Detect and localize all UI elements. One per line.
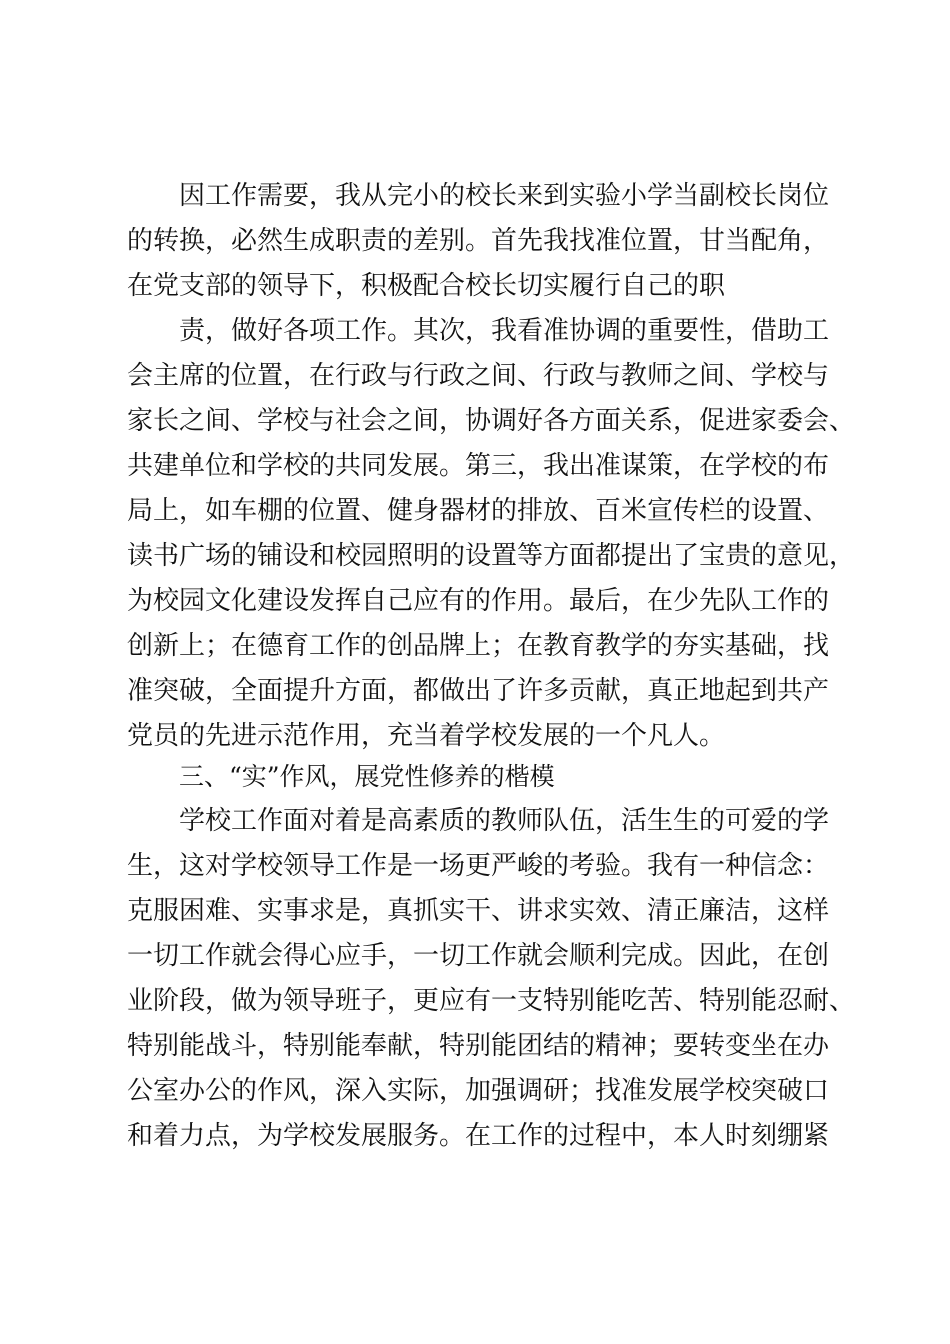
text-line: 生，这对学校领导工作是一场更严峻的考验。我有一种信念： (127, 851, 830, 881)
section-heading: 三、“实”作风，展党性修养的楷模 (179, 762, 555, 791)
text-line: 为校园文化建设发挥自己应有的作用。最后，在少先队工作的 (127, 586, 830, 616)
text-line: 公室办公的作风，深入实际，加强调研；找准发展学校突破口 (127, 1076, 830, 1106)
text-line: 创新上；在德育工作的创品牌上；在教育教学的夯实基础，找 (127, 631, 830, 661)
text-line: 因工作需要，我从完小的校长来到实验小学当副校长岗位 (179, 181, 830, 211)
text-line: 责，做好各项工作。其次，我看准协调的重要性，借助工 (179, 316, 830, 346)
text-line: 共建单位和学校的共同发展。第三，我出准谋策，在学校的布 (127, 451, 830, 481)
text-line: 特别能战斗，特别能奉献，特别能团结的精神；要转变坐在办 (127, 1031, 830, 1061)
paragraph-block-2 (127, 309, 856, 759)
text-line: 会主席的位置，在行政与行政之间、行政与教师之间、学校与 (127, 361, 830, 391)
text-line: 业阶段，做为领导班子，更应有一支特别能吃苦、特别能忍耐、 (127, 986, 856, 1016)
text-line: 局上，如车棚的位置、健身器材的排放、百米宣传栏的设置、 (127, 496, 830, 526)
text-line: 家长之间、学校与社会之间，协调好各方面关系，促进家委会、 (127, 406, 856, 436)
text-line: 读书广场的铺设和校园照明的设置等方面都提出了宝贵的意见， (127, 541, 856, 571)
text-line: 和着力点，为学校发展服务。在工作的过程中，本人时刻绷紧 (127, 1121, 830, 1151)
text-line: 的转换，必然生成职责的差别。首先我找准位置，甘当配角， (127, 226, 830, 256)
text-line: 学校工作面对着是高素质的教师队伍，活生生的可爱的学 (179, 806, 830, 836)
text-line: 一切工作就会得心应手，一切工作就会顺利完成。因此，在创 (127, 941, 830, 971)
paragraph-block-1 (127, 174, 847, 309)
section-heading-block (127, 754, 847, 799)
text-line: 准突破，全面提升方面，都做出了许多贡献，真正地起到共产 (127, 676, 830, 706)
paragraph-block-3 (127, 799, 856, 1159)
text-line: 在党支部的领导下，积极配合校长切实履行自己的职 (127, 271, 726, 301)
text-line: 克服困难、实事求是，真抓实干、讲求实效、清正廉洁，这样 (127, 896, 830, 926)
text-line: 党员的先进示范作用，充当着学校发展的一个凡人。 (127, 721, 726, 751)
